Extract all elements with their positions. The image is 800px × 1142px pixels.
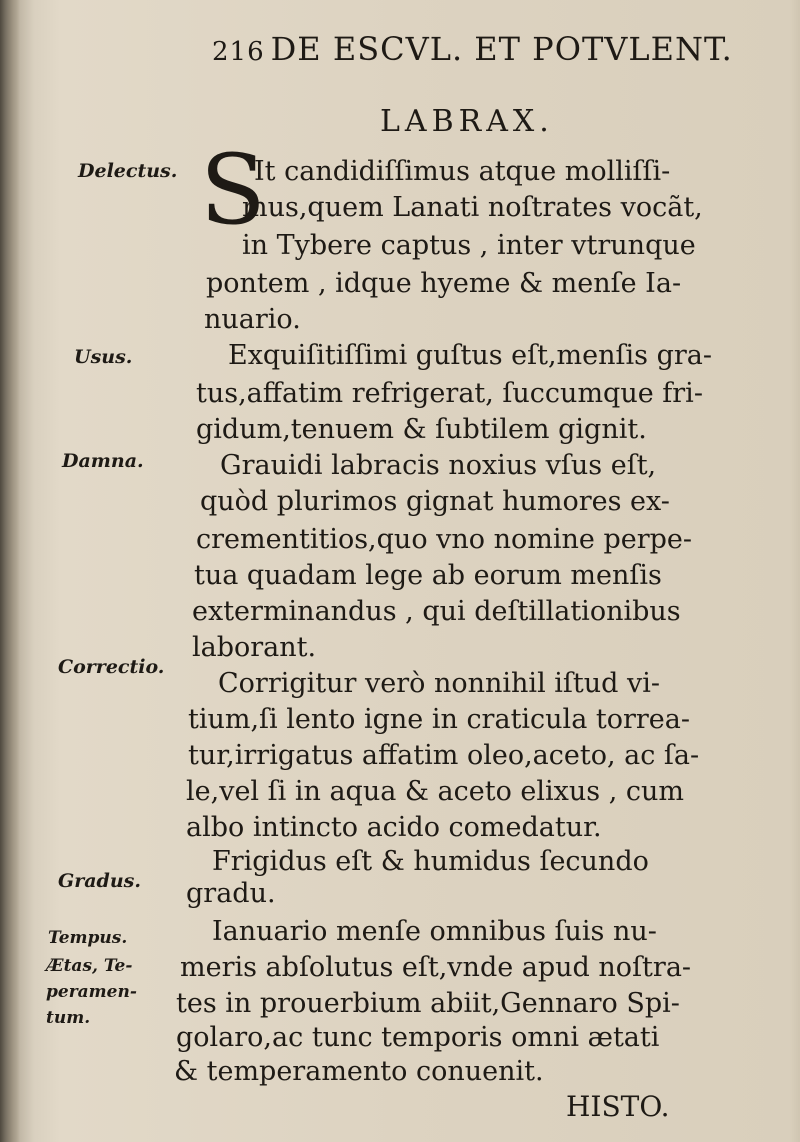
margin-note-temperamentum-2: tum.	[46, 1008, 91, 1028]
margin-note-delectus: Delectus.	[78, 160, 178, 182]
text-line: quòd plurimos gignat humores ex-	[200, 486, 670, 517]
text-line: albo intincto acido comedatur.	[186, 812, 602, 843]
drop-cap-initial: S	[200, 134, 266, 246]
margin-note-gradus: Gradus.	[58, 870, 141, 892]
text-line: in Tybere captus , inter vtrunque	[242, 230, 696, 261]
text-line: gradu.	[186, 878, 276, 909]
text-line: pontem , idque hyeme & menſe Ia-	[206, 268, 682, 299]
text-line: laborant.	[192, 632, 317, 663]
running-head	[212, 30, 733, 68]
text-line: meris abſolutus eſt,vnde apud noſtra-	[180, 952, 692, 983]
text-line: tua quadam lege ab eorum menſis	[194, 560, 662, 591]
margin-note-damna: Damna.	[62, 450, 144, 472]
text-line: exterminandus , qui deſtillationibus	[192, 596, 681, 627]
margin-note-aetas: Ætas, Te-	[46, 956, 133, 976]
text-line: crementitios,quo vno nomine perpe-	[196, 524, 693, 555]
text-line: mus,quem Lanati noſtrates vocãt,	[242, 192, 703, 223]
running-title: DE ESCVL. ET POTVLENT.	[270, 30, 733, 68]
text-line: tium,ſi lento igne in craticula torrea-	[188, 704, 690, 735]
text-line: It candidiſſimus atque molliſſi-	[254, 156, 671, 187]
catchword: HISTO.	[566, 1090, 670, 1123]
text-line: golaro,ac tunc temporis omni ætati	[176, 1022, 660, 1053]
text-line: nuario.	[204, 304, 301, 335]
book-spine-shadow	[0, 0, 20, 1142]
text-line: Grauidi labracis noxius vſus eſt,	[220, 450, 657, 481]
page-number: 216	[212, 37, 265, 67]
text-line: tur,irrigatus affatim oleo,aceto, ac ſa-	[188, 740, 700, 771]
text-line: Corrigitur verò nonnihil iſtud vi-	[218, 668, 661, 699]
margin-note-temperamentum-1: peramen-	[46, 982, 137, 1002]
margin-note-tempus: Tempus.	[48, 928, 128, 948]
text-line: Frigidus eſt & humidus ſecundo	[212, 846, 649, 877]
text-line: tes in prouerbium abiit,Gennaro Spi-	[176, 988, 680, 1019]
section-title: LABRAX.	[380, 104, 554, 139]
text-line: & temperamento conuenit.	[174, 1056, 544, 1087]
margin-note-correctio: Correctio.	[58, 656, 165, 678]
text-line: Ianuario menſe omnibus ſuis nu-	[212, 916, 657, 947]
text-line: tus,affatim refrigerat, ſuccumque fri-	[196, 378, 703, 409]
text-line: le,vel ſi in aqua & aceto elixus , cum	[186, 776, 684, 807]
text-line: Exquiſitiſſimi guſtus eſt,menſis gra-	[228, 340, 712, 371]
margin-note-usus: Usus.	[74, 346, 133, 368]
text-line: gidum,tenuem & ſubtilem gignit.	[196, 414, 647, 445]
